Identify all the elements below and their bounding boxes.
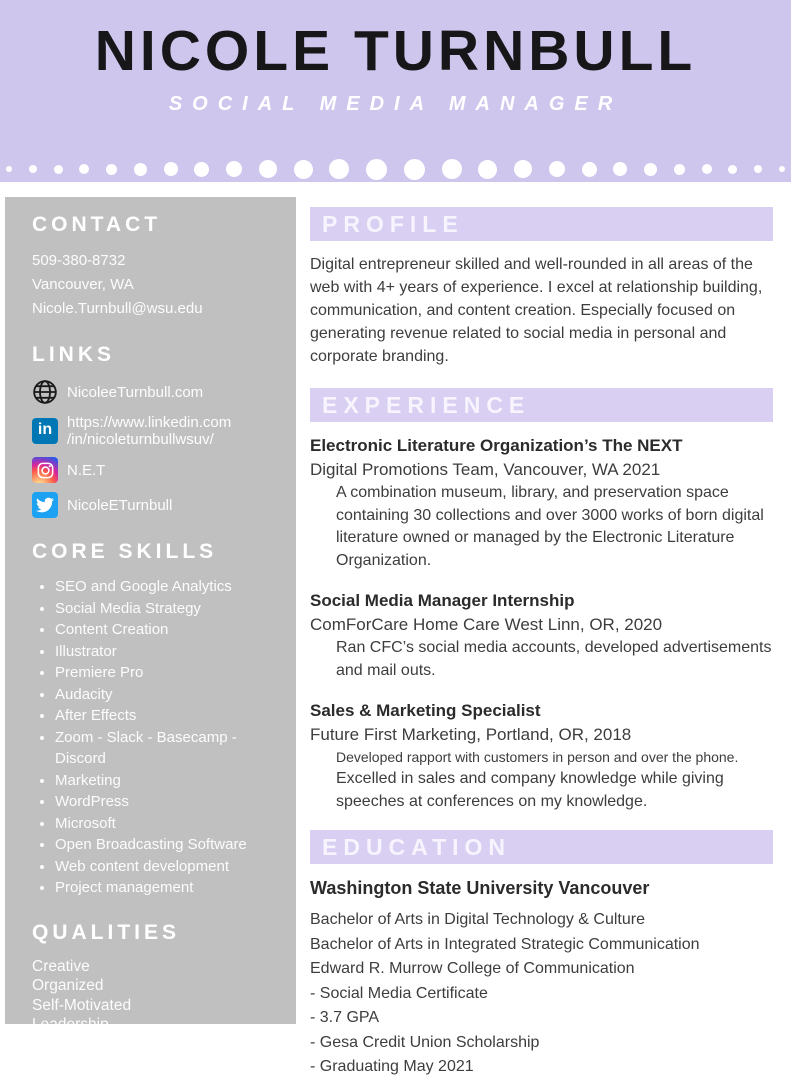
dot bbox=[404, 159, 425, 180]
linkedin-link[interactable] bbox=[32, 414, 284, 448]
education-details bbox=[310, 908, 773, 1080]
instagram-icon bbox=[32, 457, 58, 483]
dot bbox=[226, 161, 242, 177]
skill-item: • Zoom - Slack - Basecamp - Discord bbox=[55, 727, 284, 770]
links-heading: LINKS bbox=[32, 343, 115, 366]
header bbox=[0, 0, 791, 182]
dot bbox=[164, 162, 178, 176]
job-description: A combination museum, library, and preservation space containing 30 collections and over 3000 works of born digital literature owned or managed by the Electronic Literature Organization. bbox=[336, 484, 764, 569]
contact-heading: CONTACT bbox=[32, 213, 162, 236]
education-line: Edward R. Murrow College of Communication bbox=[310, 960, 635, 977]
dot bbox=[194, 162, 209, 177]
dot bbox=[79, 164, 89, 174]
education-heading: EDUCATION bbox=[322, 833, 512, 860]
sidebar bbox=[5, 197, 296, 1053]
education-line: - Graduating May 2021 bbox=[310, 1058, 474, 1075]
dot bbox=[582, 162, 597, 177]
instagram-link[interactable] bbox=[32, 457, 284, 483]
education-line: - Gesa Credit Union Scholarship bbox=[310, 1033, 540, 1051]
core-skills-heading: CORE SKILLS bbox=[32, 540, 218, 563]
education-line: Bachelor of Arts in Integrated Strategic Communication bbox=[310, 935, 700, 953]
quality-item: Entrepreneurial bbox=[32, 1035, 138, 1053]
skill-item: • After Effects bbox=[55, 705, 284, 727]
twitter-link-label: NicoleETurnbull bbox=[67, 496, 173, 514]
instagram-link-label: N.E.T bbox=[67, 461, 106, 479]
dot bbox=[754, 165, 762, 173]
skill-item: • Open Broadcasting Software bbox=[55, 834, 284, 856]
dot bbox=[514, 160, 532, 178]
job-description: Ran CFC’s social media accounts, developed advertisements and mail outs. bbox=[336, 639, 772, 679]
dot bbox=[6, 166, 12, 172]
education-line: - 3.7 GPA bbox=[310, 1009, 380, 1026]
website-link-label: NicoleeTurnbull.com bbox=[67, 383, 204, 401]
content-area bbox=[0, 182, 791, 1075]
skill-item: • Audacity bbox=[55, 684, 284, 706]
skill-item: • Project management bbox=[55, 877, 284, 899]
email-address: Nicole.Turnbull@wsu.edu bbox=[32, 300, 203, 317]
dot bbox=[294, 160, 313, 179]
school-name: Washington State University Vancouver bbox=[310, 878, 650, 898]
job-description: Excelled in sales and company knowledge while giving speeches at conferences on my knowledge. bbox=[336, 770, 724, 810]
dot bbox=[259, 160, 277, 178]
dot bbox=[644, 163, 657, 176]
twitter-link[interactable] bbox=[32, 492, 284, 518]
skill-item: • Content Creation bbox=[55, 619, 284, 641]
links-section bbox=[32, 343, 284, 518]
education-section-banner bbox=[310, 830, 773, 864]
skill-item: • Illustrator bbox=[55, 641, 284, 663]
profile-section-banner bbox=[310, 207, 773, 241]
skill-item: • Premiere Pro bbox=[55, 662, 284, 684]
core-skills-section bbox=[32, 540, 284, 899]
skill-item: • Microsoft bbox=[55, 813, 284, 835]
education-line: Bachelor of Arts in Digital Technology & Culture bbox=[310, 911, 645, 928]
quality-item: Creative bbox=[32, 957, 90, 975]
quality-item: Leadership bbox=[32, 1016, 109, 1033]
location: Vancouver, WA bbox=[32, 276, 134, 293]
dot bbox=[106, 164, 117, 175]
dot bbox=[29, 165, 37, 173]
contact-section bbox=[32, 213, 284, 321]
dot bbox=[478, 160, 497, 179]
quality-item: Self-Motivated bbox=[32, 996, 132, 1014]
education-line: - Social Media Certificate bbox=[310, 984, 488, 1002]
dot bbox=[54, 165, 63, 174]
jobs-list bbox=[310, 434, 773, 813]
dot bbox=[329, 159, 349, 179]
skill-item: • Marketing bbox=[55, 770, 284, 792]
skill-item: • Web content development bbox=[55, 856, 284, 878]
job-description-small: Developed rapport with customers in person and over the phone. bbox=[336, 749, 739, 765]
job-subtitle: ComForCare Home Care West Linn, OR, 2020 bbox=[310, 615, 663, 634]
skill-item: • WordPress bbox=[55, 791, 284, 813]
qualities-section bbox=[32, 921, 284, 1055]
website-link[interactable] bbox=[32, 379, 284, 405]
job-subtitle: Digital Promotions Team, Vancouver, WA 2021 bbox=[310, 460, 661, 479]
job-subtitle: Future First Marketing, Portland, OR, 2018 bbox=[310, 725, 632, 744]
dot bbox=[702, 164, 712, 174]
job-title: Social Media Manager Internship bbox=[310, 591, 575, 610]
dot bbox=[674, 164, 685, 175]
dots-decoration bbox=[6, 156, 785, 182]
job-entry bbox=[310, 699, 773, 813]
profile-text: Digital entrepreneur skilled and well-rounded in all areas of the web with 4+ years of experience. I excel at relationship building, communication, and content creation. Especially focused on generating revenue related to social media in personal and corporate branding. bbox=[310, 256, 763, 365]
linkedin-link-label: https://www.linkedin.com /in/nicoleturnbullwsuv/ bbox=[67, 414, 232, 448]
dot bbox=[779, 166, 785, 172]
job-title: Sales & Marketing Specialist bbox=[310, 701, 541, 720]
skills-list bbox=[32, 576, 284, 899]
qualities-heading: QUALITIES bbox=[32, 920, 181, 944]
dot bbox=[728, 165, 737, 174]
skill-item: • SEO and Google Analytics bbox=[55, 576, 284, 598]
person-name: NICOLE TURNBULL bbox=[94, 19, 697, 83]
dot bbox=[549, 161, 565, 177]
dot bbox=[613, 162, 627, 176]
dot bbox=[442, 159, 462, 179]
globe-icon bbox=[32, 379, 58, 405]
main-column bbox=[310, 207, 773, 1080]
job-entry bbox=[310, 589, 773, 682]
twitter-icon bbox=[32, 492, 58, 518]
dot bbox=[134, 163, 147, 176]
quality-item: Organized bbox=[32, 977, 104, 994]
experience-section-banner bbox=[310, 388, 773, 422]
profile-heading: PROFILE bbox=[322, 210, 464, 237]
experience-heading: EXPERIENCE bbox=[322, 391, 531, 418]
job-entry bbox=[310, 434, 773, 572]
qualities-list bbox=[32, 957, 284, 1055]
person-job-title: SOCIAL MEDIA MANAGER bbox=[168, 92, 623, 115]
phone-number: 509-380-8732 bbox=[32, 252, 126, 269]
linkedin-icon: in bbox=[32, 418, 58, 444]
dot bbox=[366, 159, 387, 180]
skill-item: • Social Media Strategy bbox=[55, 598, 284, 620]
job-title: Electronic Literature Organization’s The NEXT bbox=[310, 436, 683, 455]
